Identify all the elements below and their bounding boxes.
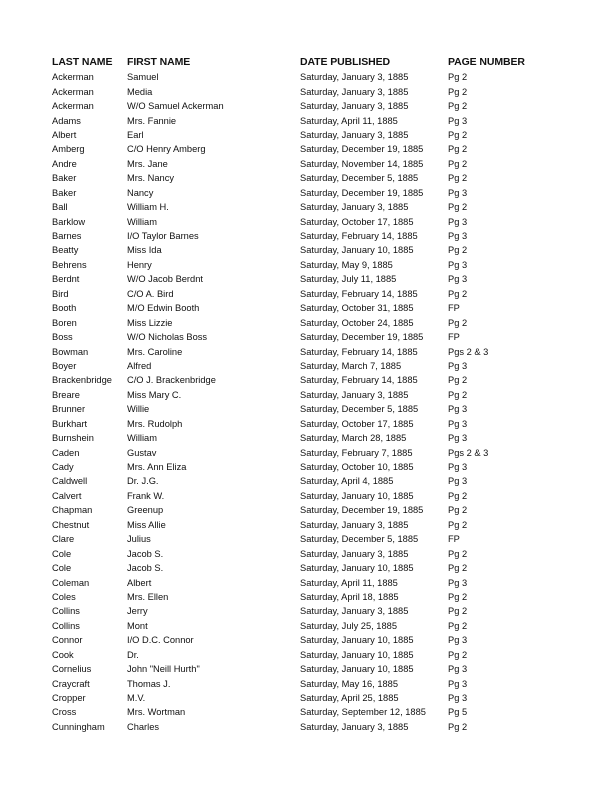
- page-number-cell: Pg 2: [448, 591, 468, 602]
- page-number-cell: Pg 3: [448, 635, 468, 646]
- first-name-cell: Mrs. Nancy: [127, 173, 175, 184]
- date-published-cell: Saturday, October 10, 1885: [300, 462, 414, 473]
- table-row: [52, 359, 548, 373]
- date-published-cell: Saturday, January 3, 1885: [300, 519, 409, 530]
- first-name-cell: C/O A. Bird: [127, 288, 174, 299]
- table-row: [52, 128, 548, 142]
- date-published-cell: Saturday, October 17, 1885: [300, 216, 414, 227]
- page-number-cell: Pg 2: [448, 519, 468, 530]
- last-name-cell: Brunner: [52, 404, 86, 415]
- last-name-cell: Burkhart: [52, 418, 88, 429]
- date-published-cell: Saturday, December 19, 1885: [300, 187, 424, 198]
- page-number-cell: Pg 2: [448, 288, 468, 299]
- date-published-cell: Saturday, September 12, 1885: [300, 707, 426, 718]
- page-number-cell: Pg 2: [448, 721, 468, 732]
- table-row: [52, 590, 548, 604]
- first-name-cell: Albert: [127, 577, 152, 588]
- table-row: [52, 243, 548, 257]
- last-name-cell: Berdnt: [52, 274, 80, 285]
- date-published-cell: Saturday, January 3, 1885: [300, 721, 409, 732]
- table-row: [52, 662, 548, 676]
- page-number-cell: Pg 3: [448, 418, 468, 429]
- first-name-cell: William: [127, 433, 157, 444]
- page-number-cell: Pg 2: [448, 101, 468, 112]
- table-row: [52, 402, 548, 416]
- last-name-cell: Caden: [52, 447, 80, 458]
- last-name-cell: Bowman: [52, 346, 89, 357]
- first-name-cell: C/O J. Brackenbridge: [127, 375, 216, 386]
- date-published-cell: Saturday, January 3, 1885: [300, 389, 409, 400]
- date-published-cell: Saturday, January 3, 1885: [300, 606, 409, 617]
- table-row: [52, 315, 548, 329]
- page-number-cell: Pg 3: [448, 115, 468, 126]
- table-row: [52, 287, 548, 301]
- date-published-cell: Saturday, October 17, 1885: [300, 418, 414, 429]
- page-number-cell: Pg 2: [448, 490, 468, 501]
- page-number-cell: Pg 3: [448, 187, 468, 198]
- table-row: [52, 99, 548, 113]
- date-published-cell: Saturday, November 14, 1885: [300, 158, 424, 169]
- date-published-cell: Saturday, December 19, 1885: [300, 144, 424, 155]
- last-name-cell: Cole: [52, 563, 72, 574]
- table-row: [52, 186, 548, 200]
- first-name-cell: Earl: [127, 129, 144, 140]
- date-published-cell: Saturday, January 10, 1885: [300, 635, 414, 646]
- date-published-cell: Saturday, January 10, 1885: [300, 563, 414, 574]
- first-name-cell: Mrs. Wortman: [127, 707, 186, 718]
- first-name-cell: Thomas J.: [127, 678, 171, 689]
- first-name-cell: Samuel: [127, 72, 159, 83]
- first-name-cell: William: [127, 216, 157, 227]
- table-row: [52, 373, 548, 387]
- date-published-cell: Saturday, December 19, 1885: [300, 332, 424, 343]
- first-name-cell: Alfred: [127, 360, 152, 371]
- page-number-cell: Pg 3: [448, 693, 468, 704]
- page-number-cell: Pgs 2 & 3: [448, 447, 489, 458]
- header-last-name: LAST NAME: [52, 56, 113, 68]
- last-name-cell: Ball: [52, 202, 68, 213]
- date-published-cell: Saturday, January 3, 1885: [300, 101, 409, 112]
- first-name-cell: William H.: [127, 202, 169, 213]
- first-name-cell: Mrs. Ann Eliza: [127, 462, 187, 473]
- first-name-cell: Mrs. Jane: [127, 158, 168, 169]
- table-row: [52, 648, 548, 662]
- date-published-cell: Saturday, February 14, 1885: [300, 375, 418, 386]
- date-published-cell: Saturday, May 16, 1885: [300, 678, 399, 689]
- header-row: [52, 54, 548, 70]
- page-number-cell: Pg 2: [448, 548, 468, 559]
- table-row: [52, 619, 548, 633]
- page-number-cell: Pg 2: [448, 202, 468, 213]
- table-row: [52, 561, 548, 575]
- last-name-cell: Cook: [52, 649, 74, 660]
- page-number-cell: Pg 3: [448, 476, 468, 487]
- last-name-cell: Cross: [52, 707, 77, 718]
- page-number-cell: Pg 2: [448, 649, 468, 660]
- page-number-cell: Pg 3: [448, 216, 468, 227]
- last-name-cell: Coleman: [52, 577, 90, 588]
- first-name-cell: I/O D.C. Connor: [127, 635, 194, 646]
- page-number-cell: Pg 2: [448, 375, 468, 386]
- table-row: [52, 460, 548, 474]
- table-row: [52, 633, 548, 647]
- first-name-cell: Mrs. Rudolph: [127, 418, 183, 429]
- last-name-cell: Bird: [52, 288, 69, 299]
- first-name-cell: Gustav: [127, 447, 157, 458]
- date-published-cell: Saturday, January 3, 1885: [300, 548, 409, 559]
- date-published-cell: Saturday, October 24, 1885: [300, 317, 414, 328]
- first-name-cell: John "Neill Hurth": [127, 664, 200, 675]
- page-number-cell: Pg 2: [448, 129, 468, 140]
- table-row: [52, 214, 548, 228]
- date-published-cell: Saturday, March 28, 1885: [300, 433, 407, 444]
- last-name-cell: Connor: [52, 635, 83, 646]
- date-published-cell: Saturday, April 11, 1885: [300, 115, 398, 126]
- table-row: [52, 388, 548, 402]
- table-row: [52, 258, 548, 272]
- last-name-cell: Boyer: [52, 360, 77, 371]
- page-number-cell: Pg 3: [448, 231, 468, 242]
- last-name-cell: Breare: [52, 389, 80, 400]
- first-name-cell: Mrs. Ellen: [127, 591, 169, 602]
- page-number-cell: Pg 2: [448, 173, 468, 184]
- table-row: [52, 705, 548, 719]
- first-name-cell: W/O Jacob Berdnt: [127, 274, 203, 285]
- date-published-cell: Saturday, April 11, 1885: [300, 577, 398, 588]
- date-published-cell: Saturday, February 14, 1885: [300, 231, 418, 242]
- last-name-cell: Amberg: [52, 144, 85, 155]
- last-name-cell: Baker: [52, 187, 77, 198]
- last-name-cell: Clare: [52, 534, 75, 545]
- first-name-cell: Dr. J.G.: [127, 476, 159, 487]
- page-number-cell: Pg 3: [448, 274, 468, 285]
- first-name-cell: Nancy: [127, 187, 154, 198]
- table-row: [52, 546, 548, 560]
- table-row: [52, 489, 548, 503]
- first-name-cell: I/O Taylor Barnes: [127, 231, 199, 242]
- last-name-cell: Behrens: [52, 259, 87, 270]
- first-name-cell: Miss Lizzie: [127, 317, 173, 328]
- first-name-cell: Frank W.: [127, 490, 165, 501]
- table-row: [52, 171, 548, 185]
- date-published-cell: Saturday, January 3, 1885: [300, 86, 409, 97]
- page-number-cell: Pg 2: [448, 563, 468, 574]
- last-name-cell: Albert: [52, 129, 77, 140]
- table-row: [52, 503, 548, 517]
- page-number-cell: Pg 3: [448, 462, 468, 473]
- page-number-cell: FP: [448, 303, 460, 314]
- last-name-cell: Cropper: [52, 693, 86, 704]
- first-name-cell: Henry: [127, 259, 152, 270]
- last-name-cell: Caldwell: [52, 476, 88, 487]
- date-published-cell: Saturday, March 7, 1885: [300, 360, 402, 371]
- first-name-cell: C/O Henry Amberg: [127, 144, 206, 155]
- last-name-cell: Barklow: [52, 216, 86, 227]
- table-row: [52, 720, 548, 734]
- first-name-cell: W/O Nicholas Boss: [127, 332, 208, 343]
- table-row: [52, 431, 548, 445]
- last-name-cell: Cornelius: [52, 664, 92, 675]
- last-name-cell: Coles: [52, 591, 76, 602]
- first-name-cell: Mrs. Caroline: [127, 346, 183, 357]
- page-number-cell: Pg 2: [448, 606, 468, 617]
- page-number-cell: FP: [448, 534, 460, 545]
- date-published-cell: Saturday, January 3, 1885: [300, 202, 409, 213]
- header-date-published: DATE PUBLISHED: [300, 56, 390, 68]
- date-published-cell: Saturday, February 7, 1885: [300, 447, 413, 458]
- date-published-cell: Saturday, July 25, 1885: [300, 620, 397, 631]
- table-row: [52, 229, 548, 243]
- page-number-cell: FP: [448, 332, 460, 343]
- last-name-cell: Chestnut: [52, 519, 90, 530]
- table-row: [52, 575, 548, 589]
- page-number-cell: Pg 3: [448, 433, 468, 444]
- first-name-cell: Media: [127, 86, 153, 97]
- header-page-number: PAGE NUMBER: [448, 56, 525, 68]
- table-row: [52, 301, 548, 315]
- date-published-cell: Saturday, January 3, 1885: [300, 129, 409, 140]
- last-name-cell: Cady: [52, 462, 74, 473]
- last-name-cell: Barnes: [52, 231, 82, 242]
- first-name-cell: Jacob S.: [127, 548, 164, 559]
- last-name-cell: Adams: [52, 115, 81, 126]
- date-published-cell: Saturday, April 18, 1885: [300, 591, 399, 602]
- table-row: [52, 604, 548, 618]
- first-name-cell: M.V.: [127, 693, 146, 704]
- last-name-cell: Cunningham: [52, 721, 105, 732]
- date-published-cell: Saturday, December 5, 1885: [300, 534, 419, 545]
- table-row: [52, 691, 548, 705]
- first-name-cell: Jacob S.: [127, 563, 164, 574]
- page-number-cell: Pg 3: [448, 678, 468, 689]
- first-name-cell: Miss Allie: [127, 519, 166, 530]
- date-published-cell: Saturday, January 10, 1885: [300, 490, 414, 501]
- table-row: [52, 272, 548, 286]
- first-name-cell: Willie: [127, 404, 150, 415]
- date-published-cell: Saturday, December 19, 1885: [300, 505, 424, 516]
- table-row: [52, 518, 548, 532]
- date-published-cell: Saturday, July 11, 1885: [300, 274, 397, 285]
- table-row: [52, 200, 548, 214]
- date-published-cell: Saturday, January 3, 1885: [300, 72, 409, 83]
- last-name-cell: Beatty: [52, 245, 79, 256]
- table-body: [52, 70, 548, 734]
- date-published-cell: Saturday, January 10, 1885: [300, 245, 414, 256]
- page-number-cell: Pg 2: [448, 389, 468, 400]
- last-name-cell: Collins: [52, 606, 80, 617]
- first-name-cell: M/O Edwin Booth: [127, 303, 200, 314]
- last-name-cell: Craycraft: [52, 678, 90, 689]
- table-row: [52, 157, 548, 171]
- date-published-cell: Saturday, December 5, 1885: [300, 173, 419, 184]
- first-name-cell: Miss Mary C.: [127, 389, 182, 400]
- table-row: [52, 532, 548, 546]
- first-name-cell: Greenup: [127, 505, 164, 516]
- table-row: [52, 417, 548, 431]
- date-published-cell: Saturday, January 10, 1885: [300, 649, 414, 660]
- date-published-cell: Saturday, October 31, 1885: [300, 303, 414, 314]
- date-published-cell: Saturday, February 14, 1885: [300, 288, 418, 299]
- page-number-cell: Pg 5: [448, 707, 468, 718]
- obituary-index-table: [52, 54, 548, 734]
- table-row: [52, 445, 548, 459]
- last-name-cell: Calvert: [52, 490, 82, 501]
- last-name-cell: Baker: [52, 173, 77, 184]
- page-number-cell: Pgs 2 & 3: [448, 346, 489, 357]
- page-number-cell: Pg 3: [448, 360, 468, 371]
- last-name-cell: Chapman: [52, 505, 93, 516]
- date-published-cell: Saturday, January 10, 1885: [300, 664, 414, 675]
- date-published-cell: Saturday, May 9, 1885: [300, 259, 393, 270]
- page-number-cell: Pg 3: [448, 404, 468, 415]
- last-name-cell: Cole: [52, 548, 72, 559]
- table-row: [52, 474, 548, 488]
- last-name-cell: Brackenbridge: [52, 375, 112, 386]
- last-name-cell: Ackerman: [52, 72, 94, 83]
- first-name-cell: Charles: [127, 721, 160, 732]
- table-row: [52, 84, 548, 98]
- page-number-cell: Pg 2: [448, 144, 468, 155]
- date-published-cell: Saturday, February 14, 1885: [300, 346, 418, 357]
- last-name-cell: Collins: [52, 620, 80, 631]
- table-row: [52, 344, 548, 358]
- last-name-cell: Booth: [52, 303, 77, 314]
- first-name-cell: Mrs. Fannie: [127, 115, 177, 126]
- date-published-cell: Saturday, April 25, 1885: [300, 693, 399, 704]
- date-published-cell: Saturday, December 5, 1885: [300, 404, 419, 415]
- page-number-cell: Pg 2: [448, 317, 468, 328]
- page-number-cell: Pg 3: [448, 577, 468, 588]
- page-number-cell: Pg 2: [448, 158, 468, 169]
- date-published-cell: Saturday, April 4, 1885: [300, 476, 394, 487]
- table-row: [52, 142, 548, 156]
- first-name-cell: Miss Ida: [127, 245, 162, 256]
- page-number-cell: Pg 2: [448, 505, 468, 516]
- header-first-name: FIRST NAME: [127, 56, 191, 68]
- last-name-cell: Burnshein: [52, 433, 94, 444]
- first-name-cell: W/O Samuel Ackerman: [127, 101, 224, 112]
- table-row: [52, 676, 548, 690]
- page-number-cell: Pg 2: [448, 86, 468, 97]
- page-number-cell: Pg 3: [448, 664, 468, 675]
- first-name-cell: Mont: [127, 620, 148, 631]
- table-row: [52, 70, 548, 84]
- last-name-cell: Ackerman: [52, 101, 94, 112]
- first-name-cell: Julius: [127, 534, 151, 545]
- first-name-cell: Jerry: [127, 606, 148, 617]
- last-name-cell: Boren: [52, 317, 77, 328]
- last-name-cell: Andre: [52, 158, 77, 169]
- table-row: [52, 113, 548, 127]
- table-row: [52, 330, 548, 344]
- page-number-cell: Pg 2: [448, 620, 468, 631]
- page-number-cell: Pg 2: [448, 72, 468, 83]
- last-name-cell: Ackerman: [52, 86, 94, 97]
- last-name-cell: Boss: [52, 332, 73, 343]
- page-number-cell: Pg 2: [448, 245, 468, 256]
- page-number-cell: Pg 3: [448, 259, 468, 270]
- first-name-cell: Dr.: [127, 649, 139, 660]
